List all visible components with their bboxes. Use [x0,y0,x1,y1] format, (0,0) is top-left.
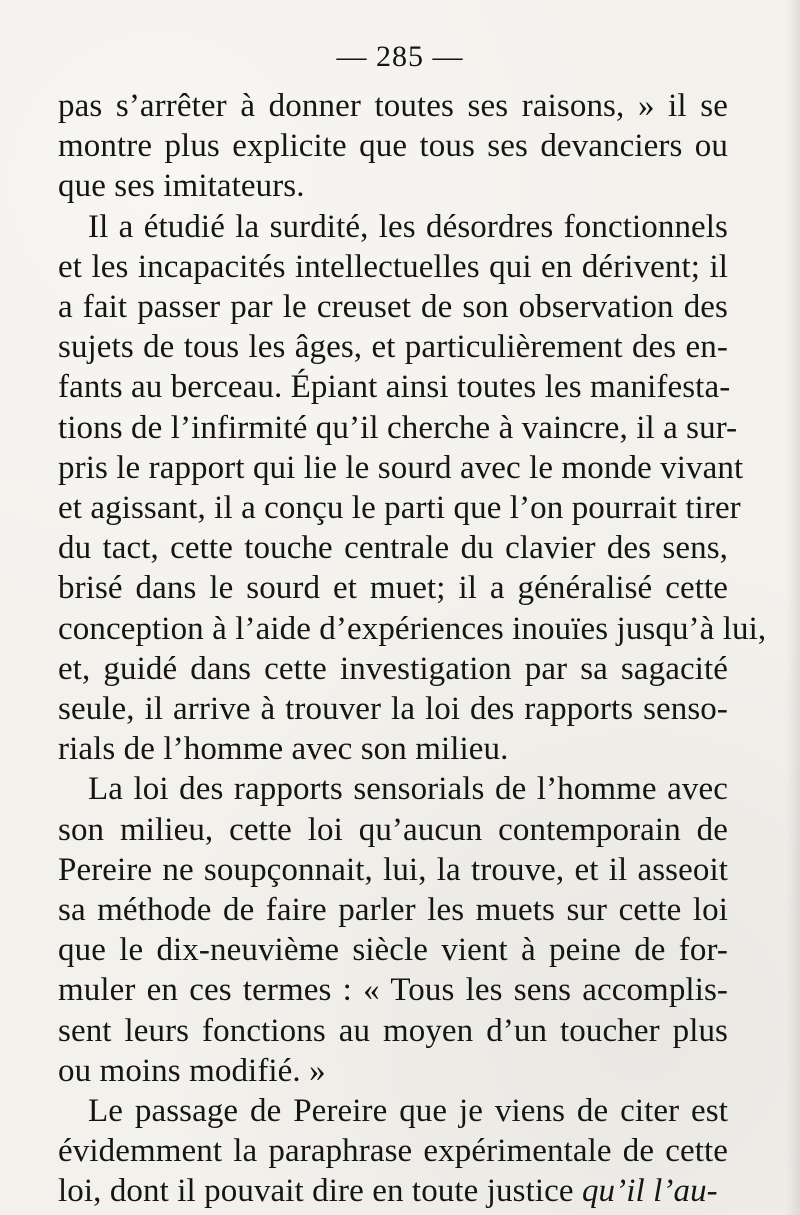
text-line: fants au berceau. Épiant ainsi toutes les manifesta- [58,369,731,406]
paragraph-start-line: La loi des rapports sensorials de l’homme avec [88,771,728,808]
text-line: brisé dans le sourd et muet; il a généralisé cette [58,570,728,607]
text-line: et les incapacités intellectuelles qui en dérivent; il [58,248,728,285]
text-line: sent leurs fonctions au moyen d’un toucher plus [58,1012,728,1049]
text-line: du tact, cette touche centrale du clavier des sens, [58,530,728,567]
final-line-italic-text: qu’il l’au- [581,1173,718,1210]
text-line: sujets de tous les âges, et particulièrement des en- [58,329,728,366]
text-line: et agissant, il a conçu le parti que l’on pourrait tirer [58,490,741,527]
final-text-line [58,1171,728,1211]
text-line: son milieu, cette loi qu’aucun contemporain de [58,811,728,848]
text-line: ou moins modifié. » [58,1052,326,1089]
text-line: a fait passer par le creuset de son observation des [58,289,728,326]
paragraph-start-line: Il a étudié la surdité, les désordres fonctionnels [88,208,728,245]
text-line: pris le rapport qui lie le sourd avec le monde vivant [58,449,744,486]
text-line: Pereire ne soupçonnait, lui, la trouve, et il asseoit [58,851,728,888]
final-line-roman-text: loi, dont il pouvait dire en toute justice [58,1173,582,1210]
page-edge-shadow [786,0,800,1215]
text-line: évidemment la paraphrase expérimentale de cette [58,1133,728,1170]
paragraph-start-line: Le passage de Pereire que je viens de citer est [88,1093,728,1130]
text-line: sa méthode de faire parler les muets sur cette loi [58,892,728,929]
text-line: seule, il arrive à trouver la loi des rapports senso- [58,691,728,728]
text-line: tions de l’infirmité qu’il cherche à vaincre, il a sur- [58,409,738,446]
text-line: et, guidé dans cette investigation par sa sagacité [58,650,728,687]
text-line: pas s’arrêter à donner toutes ses raisons, » il se [58,88,728,124]
text-line: conception à l’aide d’expériences inouïes jusqu’à lui, [58,610,767,647]
page-number: — 285 — [336,40,464,73]
text-line: que le dix-neuvième siècle vient à peine de for- [58,932,728,969]
text-line: muler en ces termes : « Tous les sens accomplis- [58,972,728,1009]
text-line: rials de l’homme avec son milieu. [58,731,509,768]
body-text [58,86,767,1212]
text-line: que ses imitateurs. [58,168,305,205]
text-line: montre plus explicite que tous ses devanciers ou [58,128,728,165]
